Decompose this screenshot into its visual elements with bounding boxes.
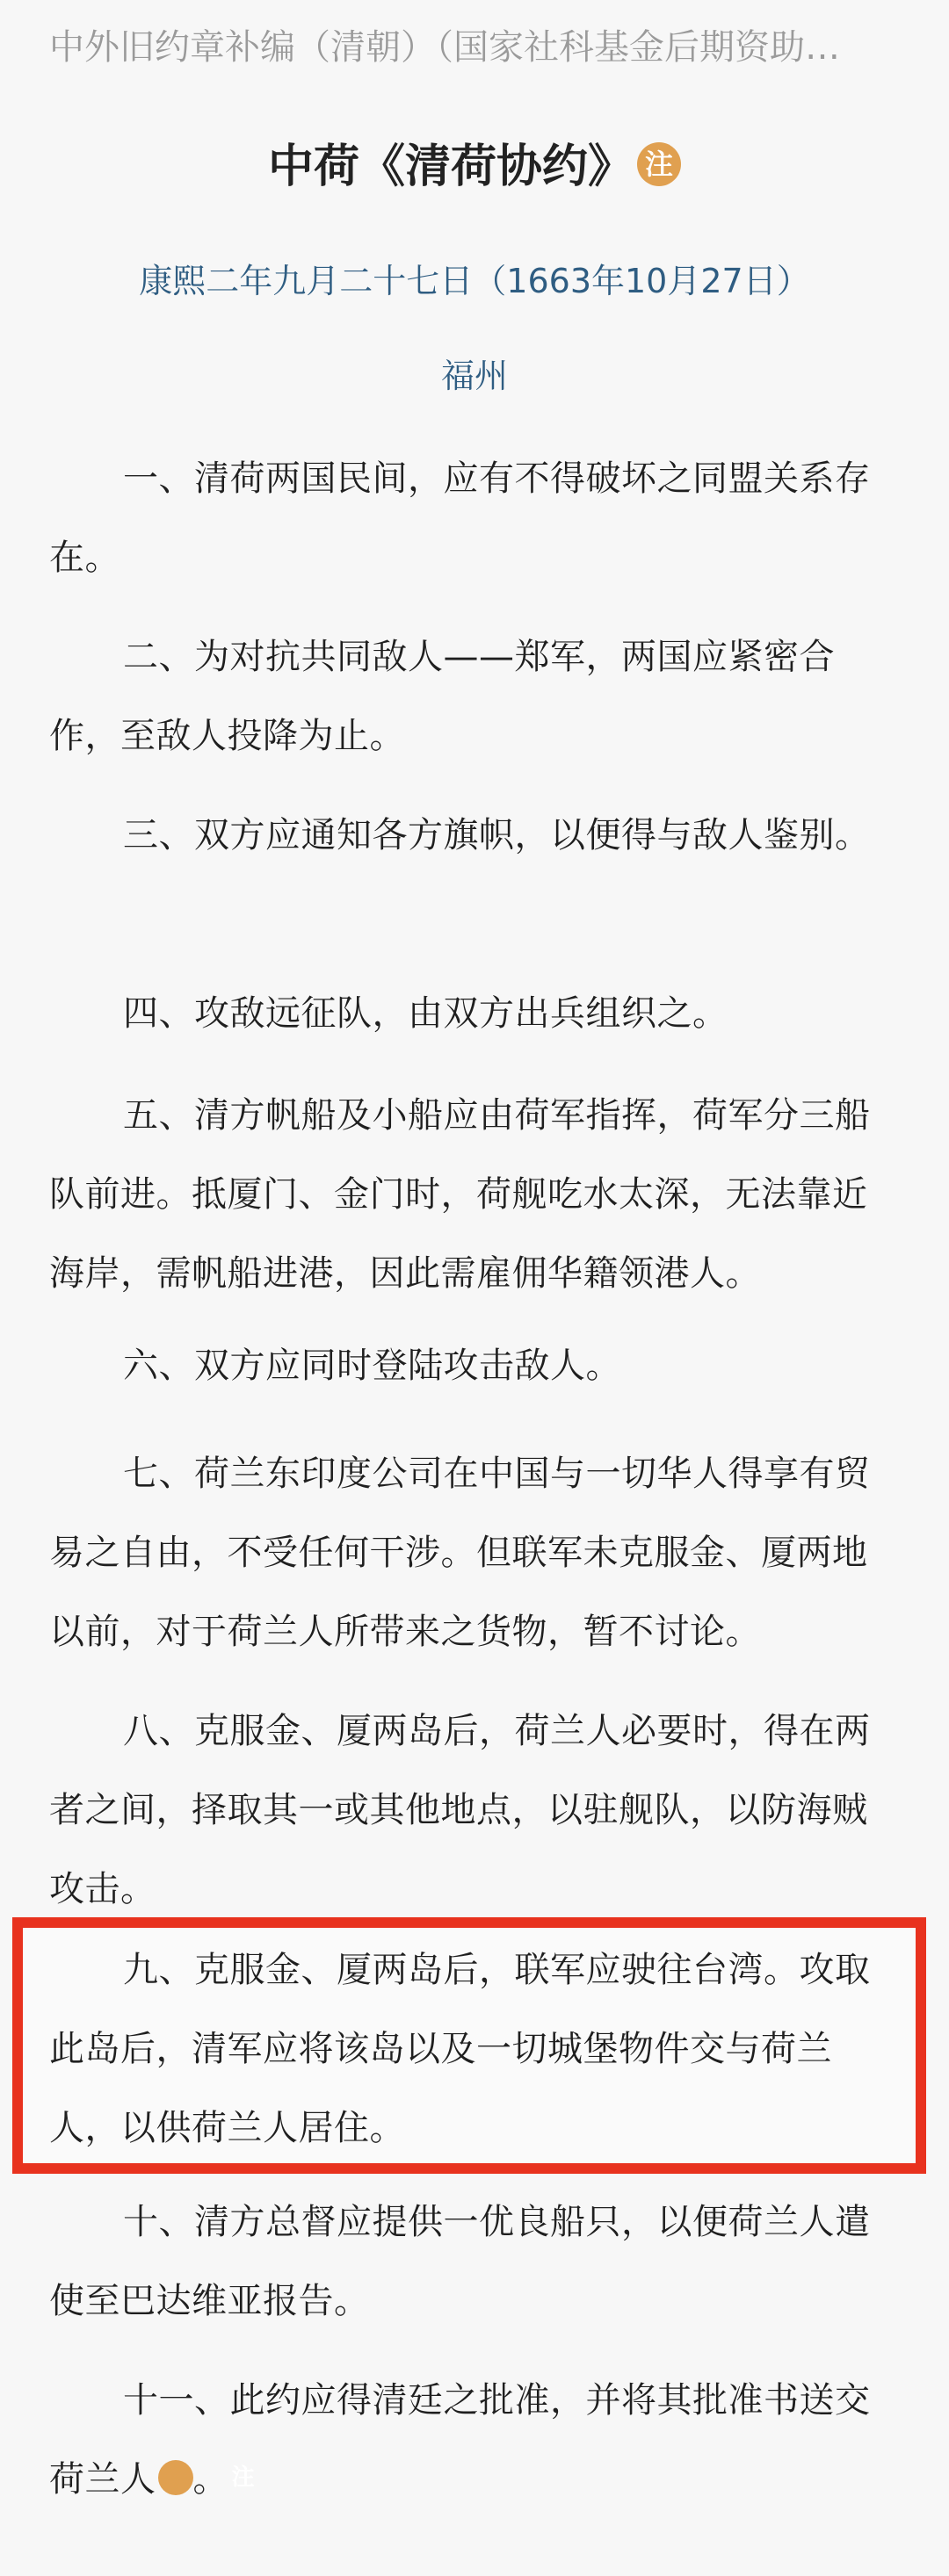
treaty-title — [0, 132, 949, 202]
treaty-place: 福州 — [440, 357, 508, 395]
article-5: 五、清方帆船及小船应由荷军指挥，荷军分三船队前进。抵厦门、金门时，荷舰吃水太深，无法靠近海岸，需帆船进港，因此需雇佣华籍领港人。 — [49, 1095, 871, 1294]
article-11 — [49, 2361, 875, 2519]
article-6: 六、双方应同时登陆攻击敌人。 — [123, 1346, 621, 1386]
article-9: 九、克服金、厦两岛后，联军应驶往台湾。攻取此岛后，清军应将该岛以及一切城堡物件交与荷兰人，以供荷兰人居住。 — [49, 1950, 871, 2148]
article-8: 八、克服金、厦两岛后，荷兰人必要时，得在两者之间，择取其一或其他地点，以驻舰队，以防海贼攻击。 — [49, 1711, 871, 1909]
article-11-end: 。 — [192, 2459, 228, 2500]
treaty-title-text: 中荷《清荷协约》 — [267, 141, 634, 193]
article-11-text: 十一、此约应得清廷之批准，并将其批准书送交荷兰人 — [49, 2380, 871, 2500]
source-book-title[interactable]: 中外旧约章补编（清朝）（国家社科基金后期资助… — [49, 27, 840, 68]
article-2: 二、为对抗共同敌人——郑军，两国应紧密合作，至敌人投降为止。 — [49, 637, 835, 756]
article-7: 七、荷兰东印度公司在中国与一切华人得享有贸易之自由，不受任何干涉。但联军未克服金、厦两地以前，对于荷兰人所带来之货物，暂不讨论。 — [49, 1454, 871, 1652]
article-10: 十、清方总督应提供一优良船只，以便荷兰人遣使至巴达维亚报告。 — [49, 2202, 871, 2321]
article-note-icon[interactable]: 注 — [158, 2460, 193, 2495]
article-4: 四、攻敌远征队，由双方出兵组织之。 — [123, 993, 728, 1034]
treaty-date: 康熙二年九月二十七日（1663年10月27日） — [139, 262, 810, 300]
title-note-icon[interactable]: 注 — [637, 142, 681, 186]
article-3: 三、双方应通知各方旗帜，以便得与敌人鉴别。 — [123, 815, 871, 855]
article-1: 一、清荷两国民间，应有不得破坏之同盟关系存在。 — [49, 458, 871, 578]
